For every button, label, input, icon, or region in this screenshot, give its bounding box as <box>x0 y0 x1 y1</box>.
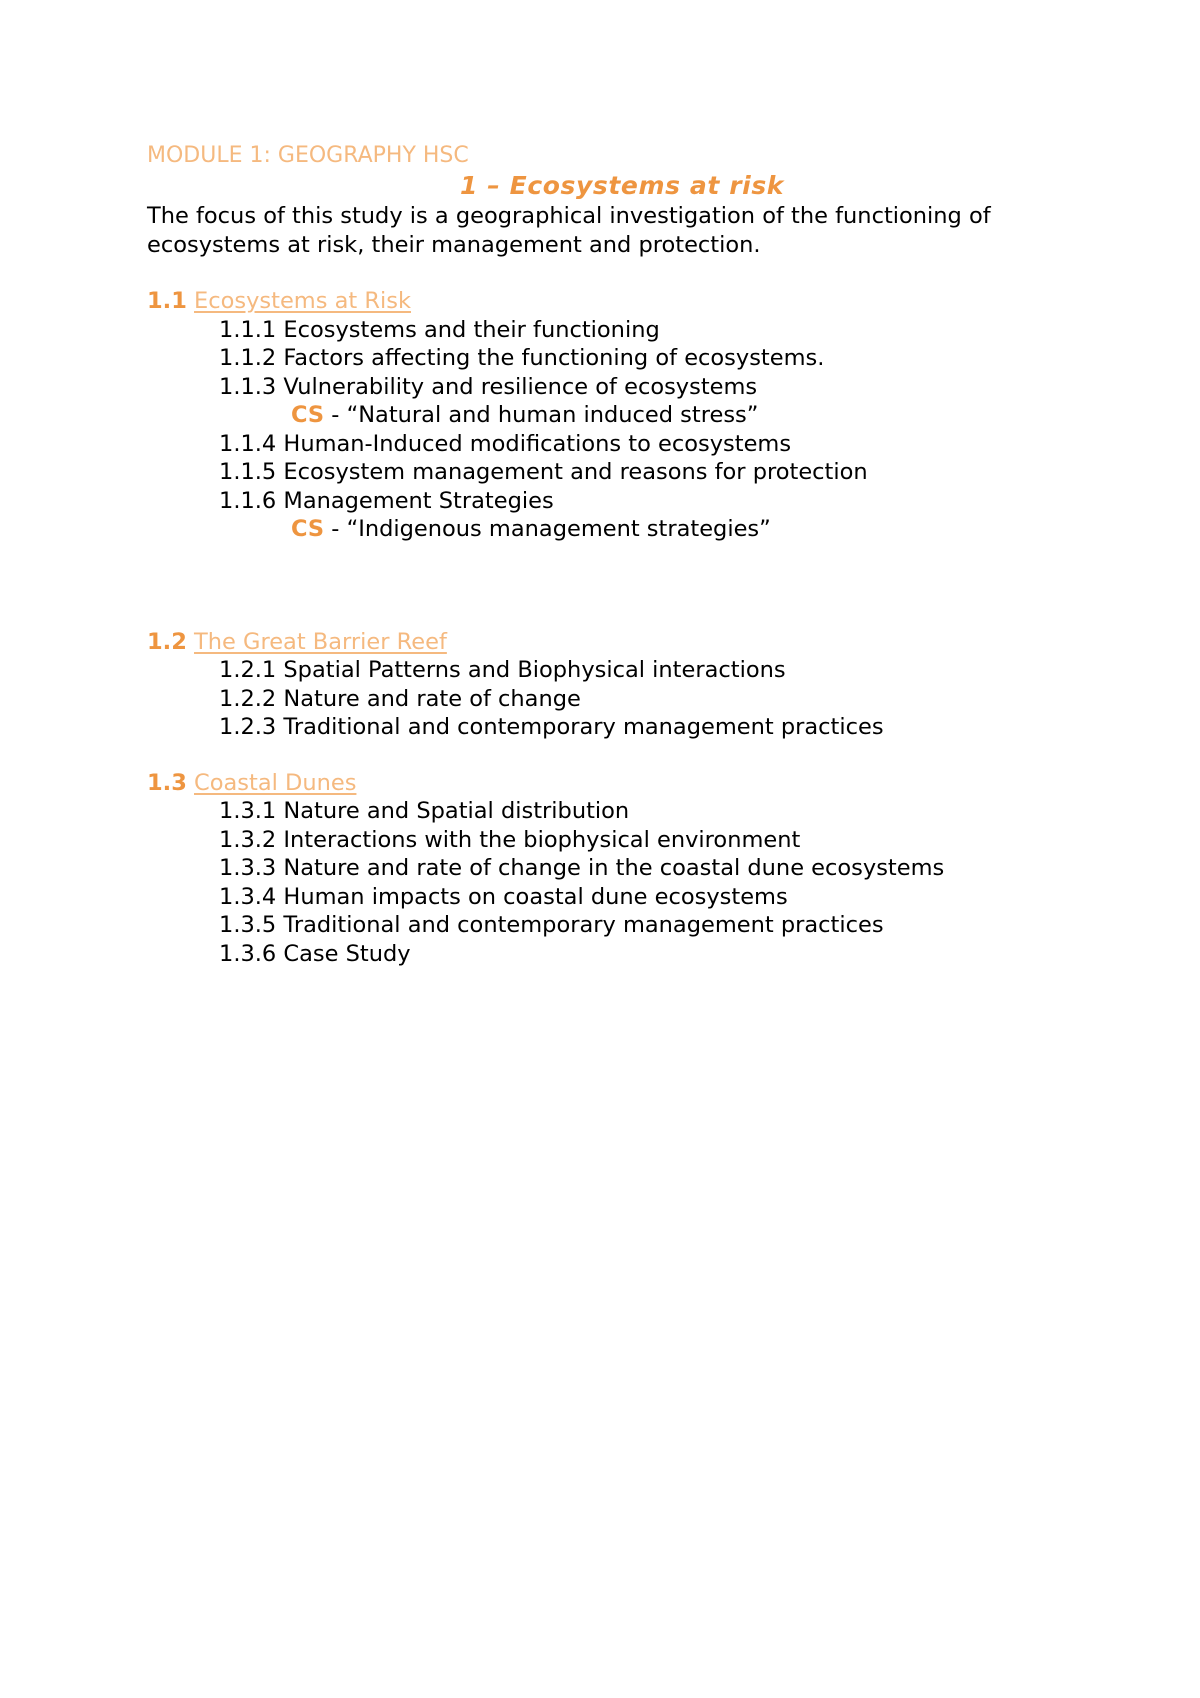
list-item: 1.3.5 Traditional and contemporary management practices <box>219 912 884 938</box>
list-item: 1.3.6 Case Study <box>219 940 411 967</box>
list-item: 1.1.6 Management Strategies <box>219 487 554 514</box>
module-title: MODULE 1: GEOGRAPHY HSC <box>147 143 469 168</box>
section-1-1 <box>147 287 1087 544</box>
intro-paragraph: The focus of this study is a geographical investigation of the functioning of ecosystems at risk, their management and protection. <box>147 203 991 258</box>
spacer <box>147 742 1087 769</box>
section-title-link: Ecosystems at Risk <box>194 288 411 314</box>
list-item: 1.3.3 Nature and rate of change in the coastal dune ecosystems <box>219 855 945 881</box>
list-item: 1.2.1 Spatial Patterns and Biophysical interactions <box>219 657 786 683</box>
case-study-line <box>147 515 1087 544</box>
list-item: 1.1.5 Ecosystem management and reasons for protection <box>219 459 868 485</box>
section-heading <box>147 287 1087 316</box>
list-item: 1.1.2 Factors affecting the functioning of ecosystems. <box>219 345 825 371</box>
section-number: 1.1 <box>147 288 187 314</box>
list-item: 1.1.1 Ecosystems and their functioning <box>219 316 660 343</box>
case-study-text: - “Indigenous management strategies” <box>324 516 771 542</box>
case-study-line <box>147 401 1087 430</box>
spacer <box>147 260 1087 287</box>
list-item: 1.3.2 Interactions with the biophysical environment <box>219 826 801 853</box>
section-1-2 <box>147 628 1087 742</box>
document-page <box>147 142 1087 968</box>
section-1-3 <box>147 769 1087 969</box>
case-study-tag: CS <box>291 402 325 428</box>
list-item: 1.3.4 Human impacts on coastal dune ecosystems <box>219 883 788 910</box>
spacer <box>147 544 1087 628</box>
list-item: 1.2.3 Traditional and contemporary management practices <box>219 714 884 740</box>
main-title: 1 – Ecosystems at risk <box>459 171 785 200</box>
list-item: 1.3.1 Nature and Spatial distribution <box>219 798 630 824</box>
list-item: 1.1.4 Human-Induced modifications to ecosystems <box>219 430 792 457</box>
case-study-tag: CS <box>291 516 325 542</box>
case-study-text: - “Natural and human induced stress” <box>324 402 759 428</box>
list-item: 1.2.2 Nature and rate of change <box>219 685 581 712</box>
section-title-link: The Great Barrier Reef <box>194 628 447 655</box>
section-title-link: Coastal Dunes <box>194 769 357 796</box>
list-item: 1.1.3 Vulnerability and resilience of ecosystems <box>219 373 758 400</box>
section-heading <box>147 769 1087 798</box>
section-heading <box>147 628 1087 657</box>
section-number: 1.2 <box>147 628 187 655</box>
section-number: 1.3 <box>147 769 187 796</box>
